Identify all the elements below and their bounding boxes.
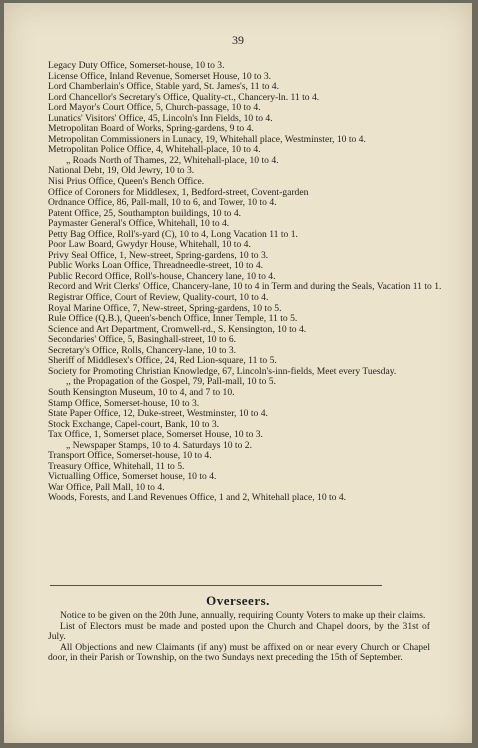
office-directory-list [48,61,443,504]
directory-entry: Royal Marine Office, 7, New-street, Spring-gardens, 10 to 5. [48,302,282,314]
directory-entry: Stamp Office, Somerset-house, 10 to 3. [48,397,200,409]
directory-entry: Tax Office, 1, Somerset place, Somerset House, 10 to 3. [48,429,263,441]
directory-entry: Paymaster General's Office, Whitehall, 10 to 4. [48,218,230,230]
directory-entry: State Paper Office, 12, Duke-street, Westminster, 10 to 4. [48,408,268,420]
section-divider [50,585,382,586]
book-page [4,3,472,743]
directory-entry: Public Record Office, Roll's-house, Chancery lane, 10 to 4. [48,270,276,282]
directory-entry: War Office, Pall Mall, 10 to 4. [48,481,165,493]
page-number: 39 [232,33,244,47]
directory-entry: Treasury Office, Whitehall, 11 to 5. [48,460,185,472]
directory-entry: ,, the Propagation of the Gospel, 79, Pall-mall, 10 to 5. [66,376,276,388]
directory-entry: South Kensington Museum, 10 to 4, and 7 to 10. [48,386,235,398]
directory-entry: Record and Writ Clerks' Office, Chancery-lane, 10 to 4 in Term and during the Seals, Vacation 11 to 1. [48,281,442,293]
directory-entry: Nisi Prius Office, Queen's Bench Office. [48,176,205,188]
directory-entry: Ordnance Office, 86, Pall-mall, 10 to 6, and Tower, 10 to 4. [48,197,277,209]
directory-entry: Lord Mayor's Court Office, 5, Church-passage, 10 to 4. [48,102,261,114]
overseers-notes [48,611,430,664]
section-title: Overseers. [206,593,270,608]
directory-entry: „ Newspaper Stamps, 10 to 4. Saturdays 10 to 2. [66,439,252,451]
directory-entry: Transport Office, Somerset-house, 10 to 4. [48,450,212,462]
directory-entry: Metropolitan Police Office, 4, Whitehall-place, 10 to 4. [48,144,261,156]
directory-entry: Woods, Forests, and Land Revenues Office, 1 and 2, Whitehall place, 10 to 4. [48,492,347,504]
directory-entry: Lord Chancellor's Secretary's Office, Quality-ct., Chancery-ln. 11 to 4. [48,91,320,103]
directory-entry: Rule Office (Q.B.), Queen's-bench Office, Inner Temple, 11 to 5. [48,313,298,325]
notes-paragraph: All Objections and new Claimants (if any) must be affixed on or near every Church or Chapel door, in their Parish or Township, on the two Sundays next preceding the 15th of September. [48,641,430,664]
directory-entry: Lord Chamberlain's Office, Stable yard, St. James's, 11 to 4. [48,81,279,93]
directory-entry: Stock Exchange, Capel-court, Bank, 10 to 3. [48,418,220,430]
directory-entry: Poor Law Board, Gwydyr House, Whitehall, 10 to 4. [48,239,251,251]
directory-entry: Legacy Duty Office, Somerset-house, 10 to 3. [48,60,225,71]
directory-entry: Secondaries' Office, 5, Basinghall-street, 10 to 6. [48,334,237,346]
directory-entry: National Debt, 19, Old Jewry, 10 to 3. [48,165,195,177]
directory-entry: Public Works Loan Office, Threadneedle-street, 10 to 4. [48,260,264,272]
directory-entry: Registrar Office, Court of Review, Quality-court, 10 to 4. [48,292,269,304]
directory-entry: Science and Art Department, Cromwell-rd., S. Kensington, 10 to 4. [48,323,307,335]
directory-entry: Privy Seal Office, 1, New-street, Spring-gardens, 10 to 3. [48,249,269,261]
directory-entry: Patent Office, 25, Southampton buildings, 10 to 4. [48,207,242,219]
directory-entry: License Office, Inland Revenue, Somerset House, 10 to 3. [48,70,272,82]
directory-entry: Metropolitan Board of Works, Spring-gardens, 9 to 4. [48,123,254,135]
directory-entry: Metropolitan Commissioners in Lunacy, 19, Whitehall place, Westminster, 10 to 4. [48,133,366,145]
directory-entry: Society for Promoting Christian Knowledge, 67, Lincoln's-inn-fields, Meet every Tuesday. [48,365,397,377]
directory-entry: Lunatics' Visitors' Office, 45, Lincoln's Inn Fields, 10 to 4. [48,112,273,124]
directory-entry: Office of Coroners for Middlesex, 1, Bedford-street, Covent-garden [48,186,309,198]
directory-entry: Victualling Office, Somerset house, 10 to 4. [48,471,217,483]
directory-entry: Secretary's Office, Rolls, Chancery-lane, 10 to 3. [48,344,237,356]
directory-entry: Petty Bag Office, Roll's-yard (C), 10 to 4, Long Vacation 11 to 1. [48,228,298,240]
directory-entry: Sheriff of Middlesex's Office, 24, Red Lion-square, 11 to 5. [48,355,277,367]
notes-paragraph: List of Electors must be made and posted upon the Church and Chapel doors, by the 31st of July. [48,620,430,643]
notes-paragraph: Notice to be given on the 20th June, annually, requiring County Voters to make up their claims. [60,610,426,621]
directory-entry: „ Roads North of Thames, 22, Whitehall-place, 10 to 4. [66,154,279,166]
